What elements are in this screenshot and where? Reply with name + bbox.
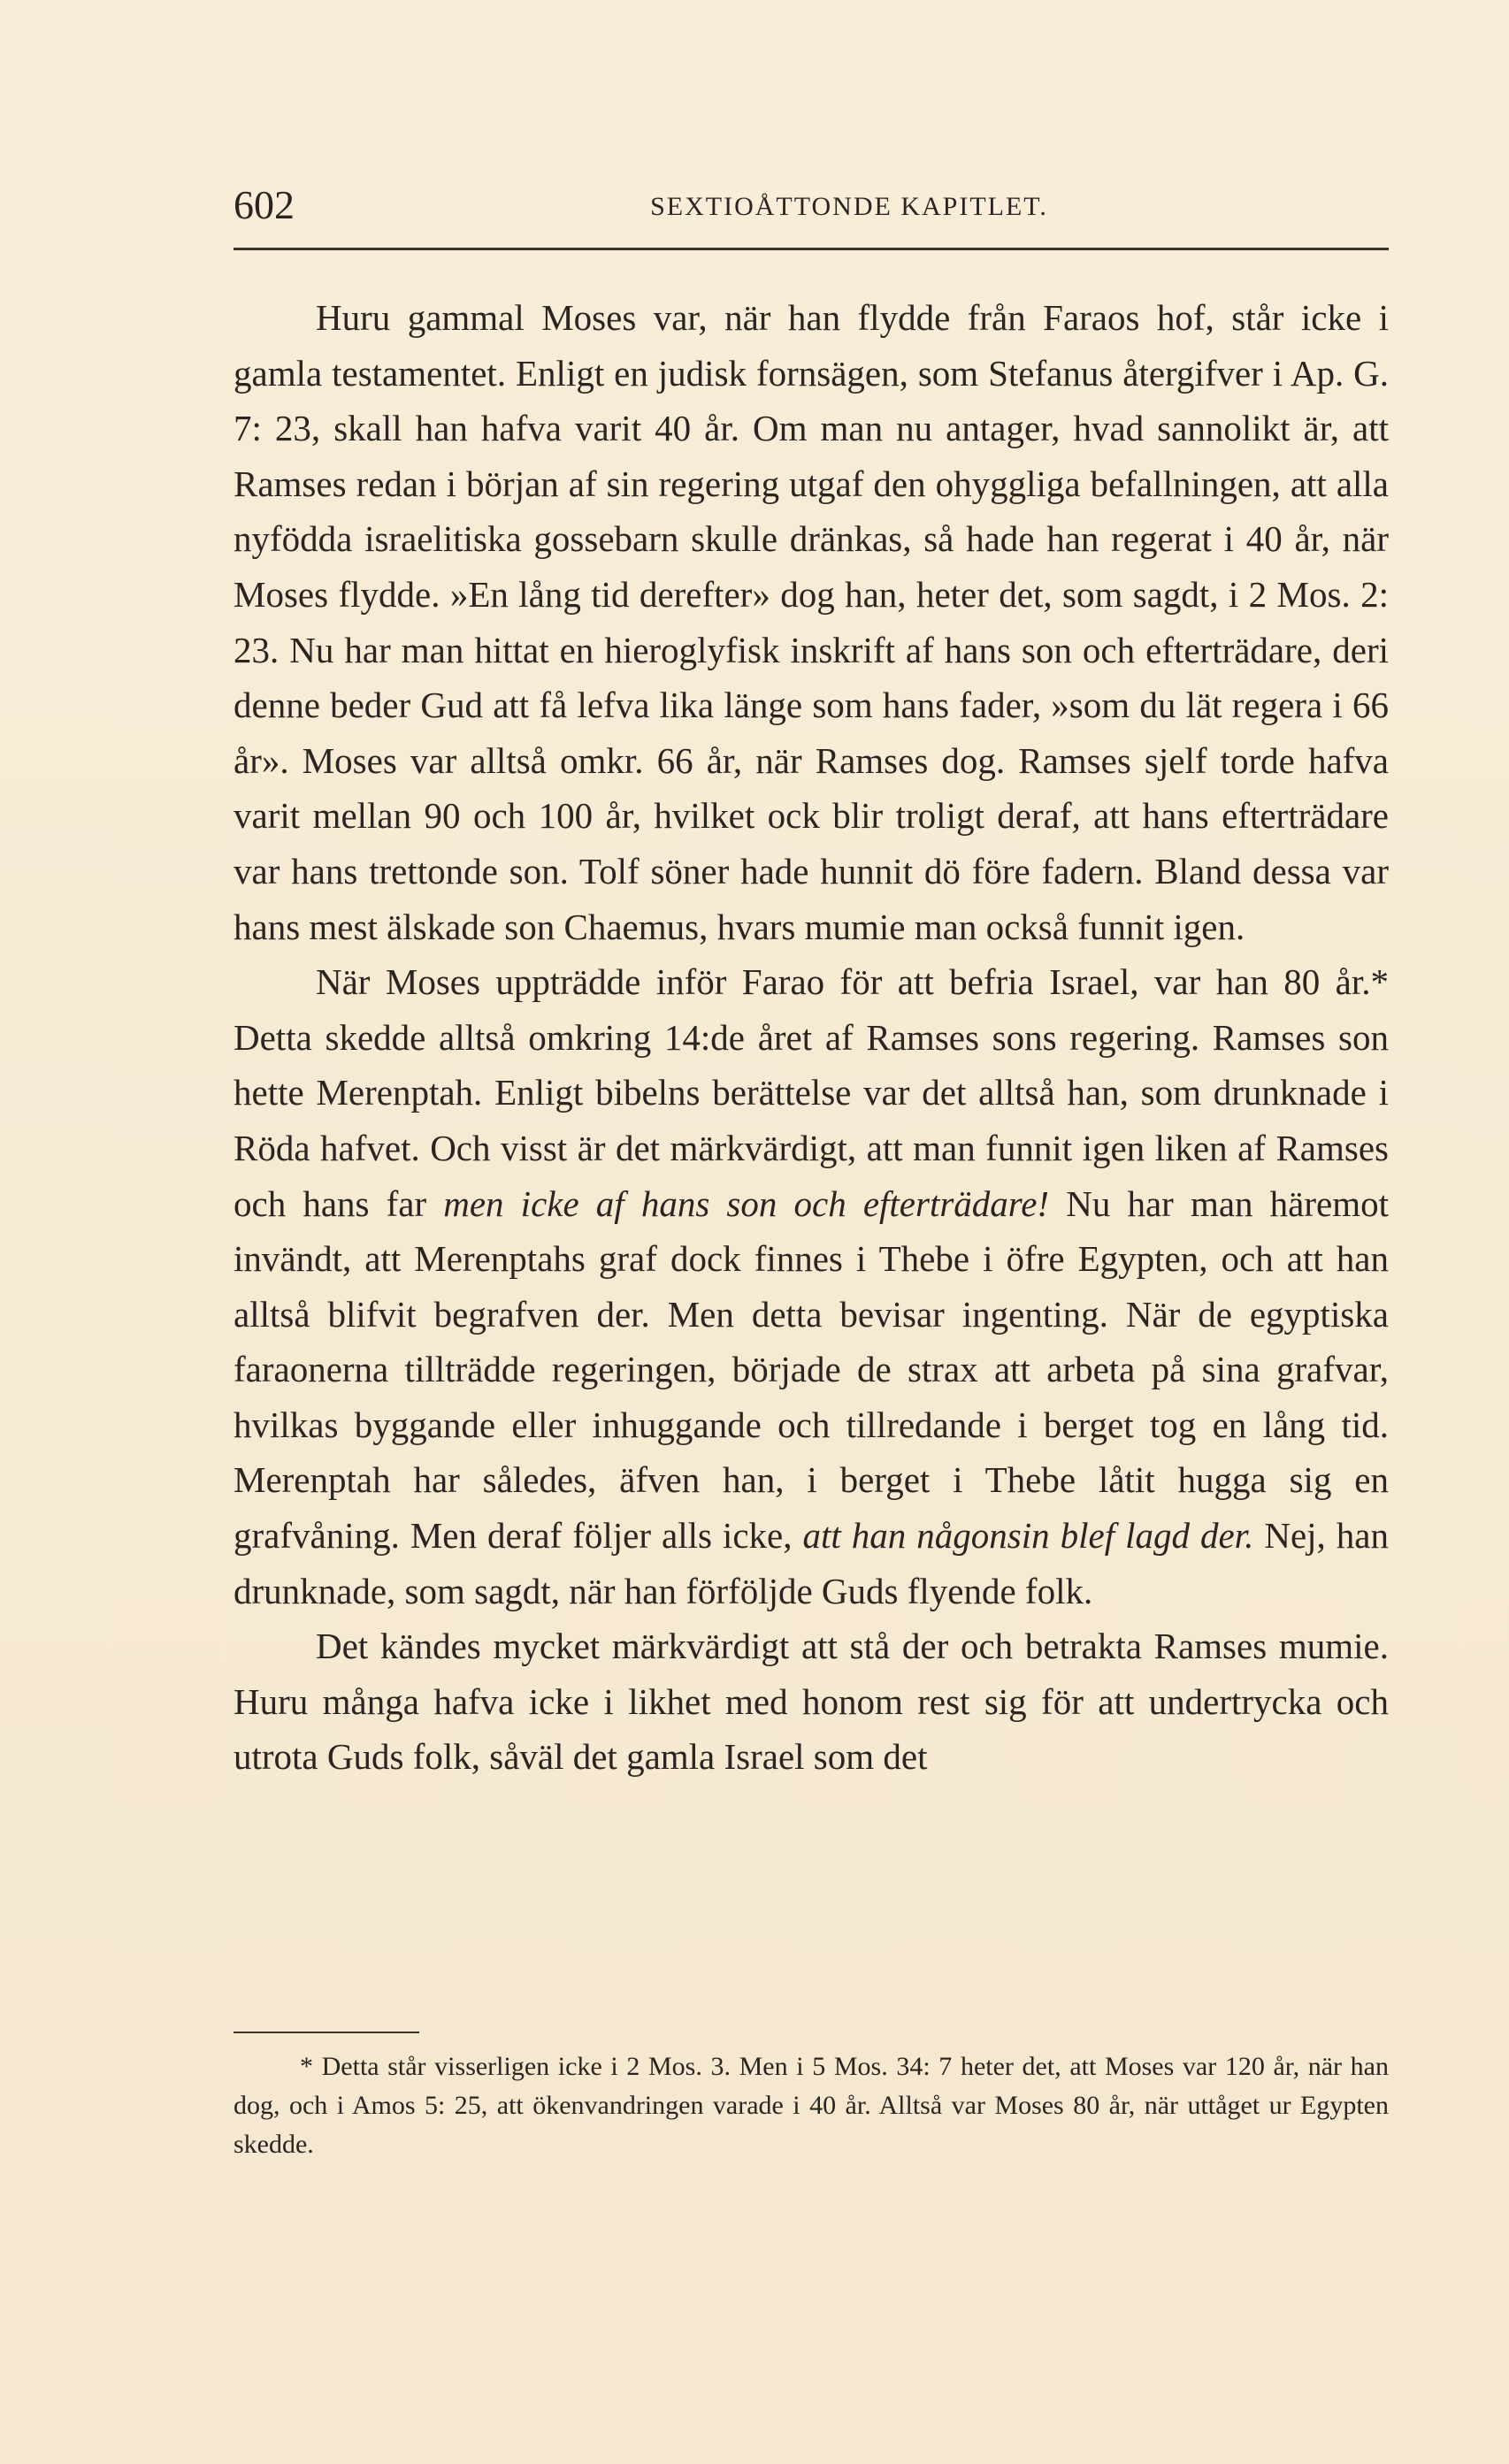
paragraph-2-italic-b: att han någonsin blef lagd der. bbox=[802, 1515, 1254, 1557]
paragraph-2-text-a: När Moses uppträdde inför Farao för att befria Israel, var han 80 år.* Detta skedde alltså omkring 14:de året af Ramses sons regering. Ramses son hette Merenptah. Enligt bibelns berättelse var det alltså han, som drunknade i Röda hafvet. Och visst är det märkvärdigt, att man funnit igen liken af Ramses och hans far bbox=[234, 961, 1389, 1224]
paragraph-2-text-b: Nu har man häremot invändt, att Merenptahs graf dock finnes i Thebe i öfre Egypten, och att han alltså blifvit begrafven der. Men detta bevisar ingenting. När de egyptiska faraonerna tillträdde regeringen, började de strax att arbeta på sina grafvar, hvilkas byggande eller inhuggande och tillredande i berget tog en lång tid. Merenptah har således, äfven han, i berget i Thebe låtit hugga sig en grafvåning. Men deraf följer alls icke, bbox=[234, 1182, 1389, 1557]
running-head: SEXTIOÅTTONDE KAPITLET. bbox=[650, 192, 1048, 221]
paragraph-1-text: Huru gammal Moses var, när han flydde från Faraos hof, står icke i gamla testamentet. Enligt en judisk fornsägen, som Stefanus återgifver i Ap. G. 7: 23, skall han hafva varit 40 år. Om man nu antager, hvad sannolikt är, att Ramses redan i början af sin regering utgaf den ohyggliga befallningen, att alla nyfödda israelitiska gossebarn skulle dränkas, så hade han regerat i 40 år, när Moses flydde. »En lång tid derefter» dog han, heter det, som sagdt, i 2 Mos. 2: 23. Nu har man hittat en hieroglyfisk inskrift af hans son och efterträdare, deri denne beder Gud att få lefva lika länge som hans fader, »som du lät regera i 66 år». Moses var alltså omkr. 66 år, när Ramses dog. Ramses sjelf torde hafva varit mellan 90 och 100 år, hvilket ock blir troligt deraf, att hans efterträdare var hans trettonde son. Tolf söner hade hunnit dö före fadern. Bland dessa var hans mest älskade son Chaemus, hvars mumie man också funnit igen. bbox=[234, 297, 1389, 947]
paragraph-3 bbox=[234, 1618, 1389, 1785]
header-rule bbox=[234, 248, 1389, 250]
paragraph-2-italic-a: men icke af hans son och efterträdare! bbox=[443, 1182, 1050, 1224]
footnote: * Detta står visserligen icke i 2 Mos. 3. Men i 5 Mos. 34: 7 heter det, att Moses var 120 år, när han dog, och i Amos 5: 25, att ökenvandringen varade i 40 år. Alltså var Moses 80 år, när uttåget ur Egypten skedde. bbox=[234, 2052, 1389, 2159]
page-header bbox=[234, 179, 1389, 232]
paragraph-1 bbox=[234, 290, 1389, 954]
page-number: 602 bbox=[234, 182, 295, 227]
paragraph-2 bbox=[234, 954, 1389, 1618]
footnotes bbox=[234, 2047, 1389, 2164]
paragraph-2-text-c: Nej, han drunknade, som sagdt, när han förföljde Guds flyende folk. bbox=[234, 1515, 1389, 1611]
paragraph-3-text: Det kändes mycket märkvärdigt att stå der och betrakta Ramses mumie. Huru många hafva icke i likhet med honom rest sig för att undertrycka och utrota Guds folk, såväl det gamla Israel som det bbox=[234, 1626, 1389, 1778]
body-text bbox=[234, 290, 1389, 1785]
footnote-rule bbox=[234, 2032, 419, 2033]
